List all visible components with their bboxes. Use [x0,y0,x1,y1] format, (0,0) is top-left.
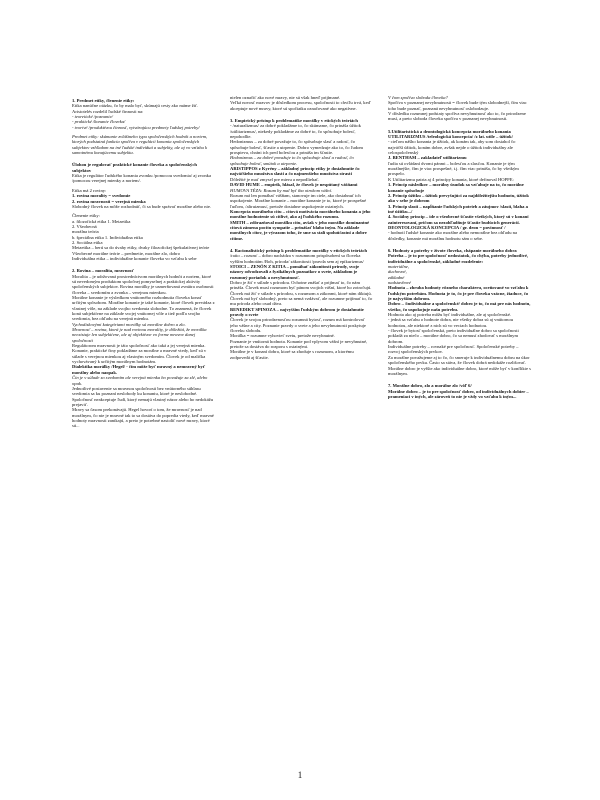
paragraph: STOICI – ZENÓN Z KITIA – pomáhať zákonitosti prírody, svoje názory odvodzovali z fyzikálnych poznatkov o svete, základom je rozumný poriadok a nevyhnutnosť. [230,263,360,280]
section-heading: 5.Utilitaristická a deontologická koncepcia morálneho konania [388,128,511,134]
section-heading: Úlohou je regulovať praktické konanie človeka a spoločenských subjektov [72,162,197,173]
paragraph: - tvorivé /produktívnu činnosť, vytvárajúcu predmety ľudskej potreby/ [72,124,200,130]
paragraph: Dobro je žiť v súlade s prírodou. Ochotne znášať a prijímať to, čo nám prináša. Človek musí rozumom byť pánom svojich vášní, ktoré ho zotročujú. [230,280,372,291]
paragraph: 2. rovina mravnosti = verejná mienka [72,198,146,204]
paragraph: Jednotlivé postavenie sa mravnou spoločnosti bez vnútorného súhlasu svedomia sa ku poznaní neslobody ku konaniu, ktoré je neslobodné. Spoločnosť neakceptuje ľudí, ktorý nemajú vlastný názor alebo ho nedokážu prejaviť. [72,385,214,407]
paragraph: Hodnota ako aj potreba môžu byť individuálne, ale aj spoločenské. [388,312,512,318]
paragraph: Človek má žiť v súlade s prírodou, s rozumom a zákonmi, ktoré nám diktujú. Človek má byť slobodný, preto sa nemá vzdávať, ale rozumne prijímať to, čo mu príroda alebo osud dáva. [230,290,373,307]
paragraph: DAVID HUME – empirik, hlásal, že človek je nespútaný vášňami [230,182,358,188]
paragraph: 4. Sociálny princíp – ide o všeobecné šťastie všetkých, ktorý sú v konaní zainteresovaní, pričom sa nezohľadňuje šťastie budúcich generácií. [388,214,529,225]
paragraph: Človek je svojou prirodzenosťou rozumná bytosť, rozum má kontrolovať jeho vášne a city. Poznanie pravdy o svete a jeho nevyhnutnosti poskytuje človeku slobodu. [230,317,366,334]
paragraph: Metaetika – berú sa do úvahy etiky, dvaky filozofickej špekulatívnej teórie [72,245,210,251]
paragraph [72,155,215,159]
paragraph: Spočíva v poznanej nevyhnutnosti = človek bude tým slobodnejší, čím viac toho bude poznať, poznaná nevyhnutnosť oslobodzuje. [388,100,527,111]
paragraph: Dialektika morálky /Hegel/ - čím môže byť mravný a nemravný byť morálny alebo naopak. [72,364,206,375]
paragraph: Morálne dobro – je to pre spoločnosť dobro, od individuálnych dobier – prameniaci v iných, ale zároveň to nie je vždy vo vzťahu k iným... [388,388,529,399]
paragraph: J. BENTHAM – zakladateľ utilitarizmu [388,155,467,161]
paragraph: Dôležité je mať zmysel pre mieru a nepodliehať. [230,176,320,182]
text-column-1 [72,95,215,755]
paragraph: Regulátorom mravnosti je táto spoločnosť ako taká a jej verejná mienka. Konanie, praktické činy pokladáme za morálne a mravné vtedy, keď sú v súlade s verejnou mienkou aj vlastným svedomím. Človek je od malička vychovávaný k určitým morálnym hodnotám. [72,343,207,365]
paragraph: Morálne konanie je výsledkom vnútorného rozhodnutia človeka konať určitým spôsobom. Morálne konanie je také konanie, ktoré človek prevádza z vlastnej vôle, na základe svojho svedomia slobodne. To znamená, že človek koná subjektívne na základe svojej vnútornej vôle a tiež podľa svojho svedomia, bez ohľadu na verejnú mienku. [72,295,215,322]
section-heading: 7. Morálne dobro, zlo a morálne zlo /vôľ 6/ [388,383,472,389]
paragraph: Všeobecné morálne teórie – predmetie, morálne zlo, dobro [72,250,181,256]
paragraph: - cieľom nášho konania je úžitok, ak konám tak, aby som dosiahol čo najväčší úžitok, konám dobre, avšak nejde o úžitok individuálny ale celospoločenský [388,139,516,156]
paragraph: 1. Princíp následkov – morálny úsudok sa vzťahuje na to, čo morálne konanie spôsobuje [388,182,524,193]
paragraph: - /naturalizmus/ za dobré pokladáme to, čo skúmame, čo prináša úžitok /utilitarizmus/, niekedy pokladáme za dobré to, čo spôsobuje bolesť, nepohodlie. [230,123,361,140]
paragraph: DEONTOLOGICKÁ KONCEPCIA / gr. deon = povinnosť / [388,224,506,230]
paragraph: SMITH – zdôrazňoval morálku citu, avšak v jeho morálke dominantné citová zámena pocitu sympatie – prinášať blaho iným. Na základe morálnych citov, je výrazom toho, že sme sa stali spoluúčastní a dobre cítime. [230,219,370,241]
paragraph: Mravy sa časom prekonávajú. Hegel hovorí o tom, že mravnosť je nad morálnym, čo nie je mravné tak to sa dostáva do popredia vtedy, keď mravné hodnoty mravnosti zanikajú, a preto je potrebné nastoliť nové mravy, ktoré sú... [72,407,214,429]
paragraph: Etika nanúčne otázku, čo by malo byť, skúmajú cesty ako máme žiť. [72,103,199,109]
paragraph [230,241,373,245]
paragraph: nielen označiť ako nové mravy, nie sú však hneď prijímané. [230,95,341,100]
paragraph [388,376,531,380]
paragraph: 3. Princíp slasti – napĺňanie ľudských potrieb a záujmov /slasti, blaha a iné úžitku.../ [388,203,528,214]
paragraph: Vychodiskovými kategóriami morálky sú morálne dobro a zlo. [72,321,186,327]
paragraph: BENEDIKT SPINOZA – najvyšším ľudským dobrom je dosiahnutie pravdy o svete [230,306,364,318]
paragraph: Potreba – je to pre spoločnosť nedostatok, čo chýba, potreby jednotlivé, individuálne a spoločenské, základné rozdelenie: [388,253,529,264]
paragraph [388,122,531,126]
text-column-2 [230,95,373,755]
paragraph: nadstavbové [388,280,411,285]
paragraph: Rozum má len pomáhať vášňam, stanovuje im ciele, ako dosiahnuť ich uspokojenie. Morálne konanie – morálne konanie je to, ktoré je prospešné ľuďom, /altruizmus/, pretože dosiahne uspokojenie ostatných. [230,192,366,209]
paragraph [72,261,215,265]
paragraph: Členenie etiky: [72,213,100,219]
paragraph: HUMOVA TÉZA: Rozum by mal byť iba otrokom vášní. [230,187,332,193]
paragraph: Čin je v súlade so svedomím ale verejná mienka ho považuje za zlé, alebo opak. [72,375,208,386]
paragraph: UTILITARIZMUS /teleologická koncepcia/ /z lat. utile – úžitok/ [388,134,513,140]
section-heading: 3. Empirický prístup k problematike morálky v etických teóriách [230,118,358,124]
paragraph: 2. Princíp úžitku – úžitok prevyšujúci za najdôležitejšiu hodnotu, úžitok ako v sebe je dobrom [388,192,529,204]
paragraph: Mravnosť – rovina, ktorá je nad rovinou morality, je dôležitá, že morálka neexistuje len subjektívne, ale aj objektívne vo forme mravov danej spoločnosti [72,327,207,343]
paragraph: - jedná sa vzťahu o hodnote dobra, nie všetky dobra sú aj vnútornou hodnotou, ale niektoré z nich sú vo veciach hodnotou. [388,317,514,328]
paragraph: Individuálna etika – individuálne konanie človeka vo vzťahu k sebe [72,255,197,261]
paragraph: V čom spočíva sloboda človeka? [388,95,448,100]
paragraph: Veľká novosť mravov je dôsledkom procesu, spoločnosti to chvíľu trvá, keď akceptuje nové mravy, ktoré sú spočiatku označované ako negatívne. [230,100,371,111]
paragraph: Aristotelés rozdelil ľudské činnosti na: [72,108,144,114]
section-heading: 1. Predmet etiky, členenie etiky: [72,98,135,103]
paragraph: - praktické /konanie človeka/ [72,119,126,125]
paragraph: Hedonizmus – za dobré považuje to čo spôsobuje slasť a radosť, čo spôsobuje bolesť, smútok a utrpenie. [230,155,354,166]
paragraph: ľudia sú ovládaní dvomi pánmi – bolesťou a slasťou. Konanie je tým morálnejšie, čím je viac prospešné, t.j. čím viac prináša, čo by všetkým prospelo. [388,160,519,177]
paragraph [388,241,531,245]
paragraph: K Utilitarizmu patria aj 4 princípy konania, ktoré definoval HOPPE: [388,176,514,182]
paragraph: Morálne je v konaní dobra, ktoré sa zhoduje s rozumom, a ktorému zodpovedá aj šťastie. [230,349,354,360]
section-heading: 2. Rovina – moralita, mravnosť [72,268,134,274]
paragraph: Dobro – /individuálne a spoločenské/ dobro je to, čo má pre nás hodnotu, všetko, čo uspokojuje našu potrebu. [388,301,531,312]
paragraph: Individuálne potreby – rovnaké pre spoločnosť. Spoločenské potreby – rozvoj spoločenských prvkov. [388,344,519,355]
section-heading: 6. Hodnoty a potreby v živote človeka, chápanie morálneho dobra [388,247,517,253]
paragraph: Koncepcia morálneho citu – citová motivácia morálneho konania a jeho morálne hodnotenie sú citlivé, ako aj ľudského rozumu. [230,208,371,220]
page-number: 1 [297,770,303,780]
paragraph: Slobodný človek na môže rozhodnúť, či sa bude správať morálne alebo nie. [72,203,212,209]
paragraph: Etika je regulátor ľudského konania zvonku /pomocou svedomia/ aj zvonka /pomocou verejnej mienky a noriem/. [72,173,212,184]
paragraph: ARISTIPPOS z Kyrény – základný princíp etiky je dosiahnutie čo najväčšieho množstva slastí a čo najmenšieho množstva strastí [230,166,360,177]
paragraph: Morálne dobro je vyššie ako individuálne dobro, ktoré môže byť v konflikte s morálnym. [388,365,531,376]
paragraph: Etika má 2 roviny: [72,187,107,193]
section-heading: 4. Racionalistický prístup k problematike morálky v etických teóriách [230,247,368,253]
paragraph: a. filozofická etika 1. Metaetika [72,218,131,224]
paragraph: morálna teória [72,229,99,235]
paragraph: - človek je bytosť spoločenská, preto individuálne dobro sa spoločnosti pokladá za niečo – morálne dobro, čo sa nemusí zhodovať s morálnym dobrom. [388,328,519,344]
paragraph: V dôsledku rozumnej podstaty spočíva nevyhnutnosť ako to, čo prirodzene musí, a preto sloboda človeka spočíva v poznanej nevyhnutnosti. [388,111,526,122]
paragraph: Morálka = rozumne vyhovieť svetu, pretože nevyhnutné. [230,333,335,339]
paragraph: 2. Všeobecná [72,223,97,229]
text-column-3 [388,95,531,755]
paragraph: Za morálne považujeme aj to čo, čo smeruje k individuálnemu dobru na úkor spoločenského prvku. Často sa stáva, že človek dobrá nedokáže rozlišovať. [388,354,530,366]
paragraph: 1. rovina morality = svedomie [72,193,131,199]
paragraph: Moralita – je udržovaná prostredníctvom morálnych hodnôt a noriem, ktoré sú nevedomým produktom spoločnej pomyselnej a praktickej aktivity spoločenských subjektov. Rovina morálky je usmerňovaná zvnútra osobnosti človeka – svedomím a zvonka – verejnou mienkou. [72,273,214,295]
paragraph: Poznanie je vnútorná hodnota. Konanie pod vplyvom vášní je nevyhnutné, pretože sa dostáva do rozporu s ostatnými. [230,338,368,350]
paragraph: b. špeciálna etika 1. Individuálna etika [72,234,143,240]
paragraph: Hedonizmus – za dobré považuje to, čo spôsobuje slasť a radosť, čo spôsobuje bolesť, šťastie a utrpenie. Dobro vymedzuje ako to, čo ľudom prospieva, chráni ich pred bolesťou a prináša im šťastie. [230,139,363,156]
paragraph: - teoretické /poznanie/ [72,114,113,120]
document-page [72,95,532,755]
paragraph: Predmet etiky: skúmanie zvláštneho typu spoločenských hodnôt a noriem, ktorých podstatná funkcia spočíva v regulácii konania spoločenských subjektov vzhľadom na iné ľudské indivíduá a subjekty, ale aj vo vzťahu k samotnému konajúcemu subjektu. [72,134,208,156]
paragraph: duchovné, [388,269,407,275]
paragraph: Hodnota – zhruba hodnoty rôzneho charakteru, oceňované vo vzťahu k ľudským potrebám. Hodnota je to, čo je pre človeka vzácne, žiaduce, čo je najvyšším dobrom. [388,285,529,302]
paragraph: /ratio – rozum/ – dobro nachádza v rozumnom prispôsobení sa človeka vyšším hodnotám /Boh, príroda/ zákonitosti /pravda sem aj epikurizmus/ [230,253,364,264]
paragraph: materiálne, [388,263,410,269]
paragraph: 2. Sociálna etika [72,239,103,245]
paragraph: - hodnotí ľudské konanie ako morálne alebo nemorálne bez ohľadu na dôsledky, konanie má morálnu hodnotu sám o sebe. [388,230,517,241]
paragraph [230,111,373,115]
paragraph: základné [388,274,405,280]
